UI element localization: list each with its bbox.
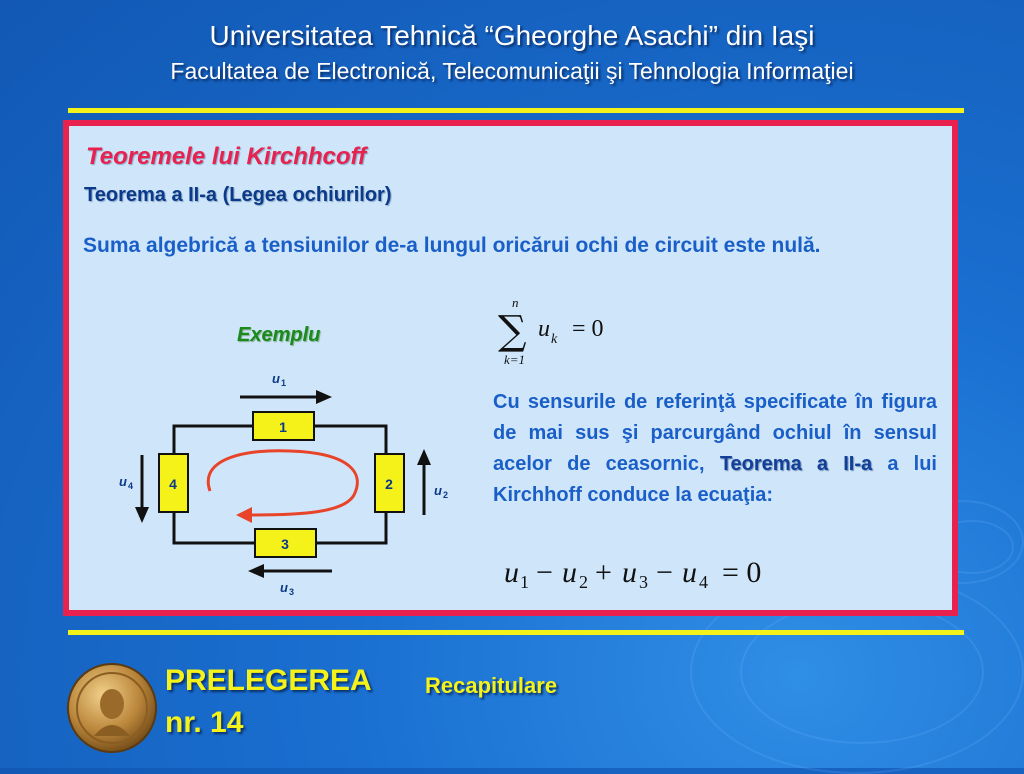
element-2-label: 2 bbox=[385, 476, 393, 492]
eq-sub-4: 4 bbox=[699, 572, 708, 592]
element-4-label: 4 bbox=[169, 476, 177, 492]
loop-wire bbox=[174, 426, 386, 543]
sum-lower-limit: k=1 bbox=[504, 352, 526, 367]
u4-arrowhead bbox=[135, 507, 149, 523]
explanation-text bbox=[493, 387, 937, 511]
sum-term-subscript: k bbox=[551, 332, 558, 347]
u3-arrowhead bbox=[248, 564, 264, 578]
recap-tag: Recapitulare bbox=[425, 673, 558, 698]
sum-formula bbox=[490, 292, 630, 372]
u1-arrowhead bbox=[316, 390, 332, 404]
element-1-label: 1 bbox=[279, 419, 287, 435]
circuit-diagram bbox=[110, 365, 470, 605]
u4-label: u bbox=[119, 474, 127, 489]
sum-upper-limit: n bbox=[512, 295, 519, 310]
u1-label: u bbox=[272, 371, 280, 386]
university-medal-logo bbox=[66, 662, 158, 754]
university-title: Universitatea Tehnică “Gheorghe Asachi” din Iaşi bbox=[209, 20, 815, 51]
eq-term-4: u bbox=[682, 556, 697, 589]
eq-term-2: u bbox=[562, 556, 577, 589]
u1-subscript: 1 bbox=[281, 378, 287, 388]
sum-term: u bbox=[538, 316, 550, 342]
eq-sub-3: 3 bbox=[639, 572, 648, 592]
explanation-after: a lui Kirchhoff conduce la ecuaţia: bbox=[493, 453, 937, 506]
element-3-label: 3 bbox=[281, 536, 289, 552]
example-label: Exemplu bbox=[237, 324, 321, 346]
kvl-equation bbox=[500, 552, 790, 597]
lecture-number: nr. 14 bbox=[165, 706, 244, 739]
sum-rhs: = 0 bbox=[572, 316, 604, 342]
eq-sub-1: 1 bbox=[520, 572, 529, 592]
slide-subheading: Teorema a II-a (Legea ochiurilor) bbox=[84, 184, 392, 206]
u3-label: u bbox=[280, 580, 288, 595]
theorem-highlight: Teorema a II-a bbox=[719, 453, 873, 475]
sigma-symbol: ∑ bbox=[498, 308, 527, 354]
loop-direction-arrow bbox=[208, 451, 357, 515]
explanation-before: Cu sensurile de referinţă specificate în figura de mai sus şi parcurgând ochiul în sensul acelor de ceasornic, bbox=[493, 391, 937, 475]
eq-rhs: = 0 bbox=[722, 556, 762, 589]
u2-label: u bbox=[434, 483, 442, 498]
eq-term-3: u bbox=[622, 556, 637, 589]
u2-subscript: 2 bbox=[443, 490, 449, 500]
faculty-subtitle: Facultatea de Electronică, Telecomunicaţii şi Tehnologia Informaţiei bbox=[170, 58, 854, 84]
slide-heading: Teoremele lui Kirchhcoff bbox=[86, 143, 367, 170]
eq-term-1: u bbox=[504, 556, 519, 589]
loop-direction-arrowhead bbox=[236, 507, 252, 523]
u2-arrowhead bbox=[417, 449, 431, 465]
eq-sub-2: 2 bbox=[579, 572, 588, 592]
top-divider bbox=[68, 108, 964, 113]
bottom-divider bbox=[68, 630, 964, 635]
u4-subscript: 4 bbox=[128, 481, 134, 491]
u3-subscript: 3 bbox=[289, 587, 295, 597]
eq-op-3: − bbox=[656, 556, 673, 589]
theorem-statement: Suma algebrică a tensiunilor de-a lungul oricărui ochi de circuit este nulă. bbox=[83, 234, 821, 257]
eq-op-2: + bbox=[595, 556, 612, 589]
lecture-label: PRELEGEREA bbox=[165, 664, 372, 697]
eq-op-1: − bbox=[536, 556, 553, 589]
